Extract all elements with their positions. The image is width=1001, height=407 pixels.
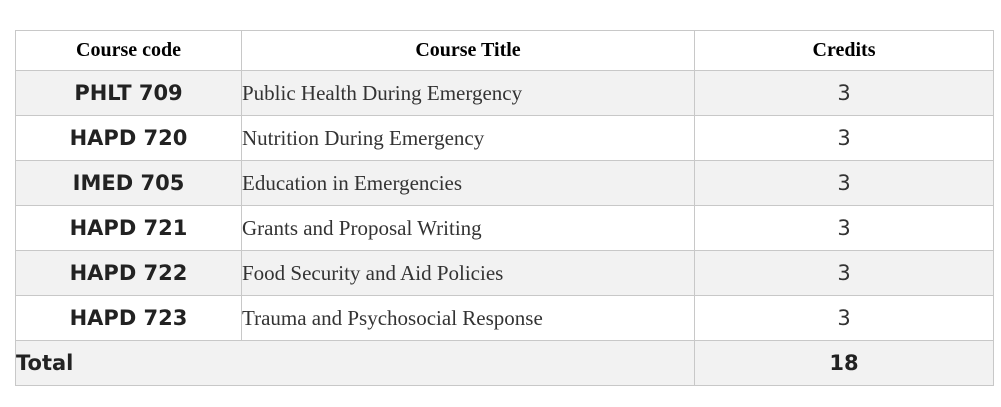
credits-cell: 3 <box>695 206 994 251</box>
credits-cell: 3 <box>695 71 994 116</box>
course-code-cell: HAPD 721 <box>16 206 242 251</box>
course-title-cell: Education in Emergencies <box>242 161 695 206</box>
course-code-cell: IMED 705 <box>16 161 242 206</box>
header-row <box>16 31 994 71</box>
table-row <box>16 251 994 296</box>
course-title-cell: Grants and Proposal Writing <box>242 206 695 251</box>
header-credits: Credits <box>695 31 994 71</box>
header-course-code: Course code <box>16 31 242 71</box>
total-row <box>16 341 994 386</box>
credits-cell: 3 <box>695 116 994 161</box>
course-code-cell: HAPD 720 <box>16 116 242 161</box>
course-title-cell: Food Security and Aid Policies <box>242 251 695 296</box>
course-code-cell: PHLT 709 <box>16 71 242 116</box>
course-code-cell: HAPD 723 <box>16 296 242 341</box>
table-row <box>16 71 994 116</box>
credits-cell: 3 <box>695 296 994 341</box>
credits-cell: 3 <box>695 161 994 206</box>
course-code-cell: HAPD 722 <box>16 251 242 296</box>
table-row <box>16 296 994 341</box>
course-title-cell: Public Health During Emergency <box>242 71 695 116</box>
header-course-title: Course Title <box>242 31 695 71</box>
credits-cell: 3 <box>695 251 994 296</box>
courses-table <box>15 30 994 386</box>
total-credits-value: 18 <box>695 341 994 386</box>
table-row <box>16 161 994 206</box>
course-title-cell: Trauma and Psychosocial Response <box>242 296 695 341</box>
course-title-cell: Nutrition During Emergency <box>242 116 695 161</box>
total-label: Total <box>16 341 695 386</box>
table-row <box>16 206 994 251</box>
table-row <box>16 116 994 161</box>
